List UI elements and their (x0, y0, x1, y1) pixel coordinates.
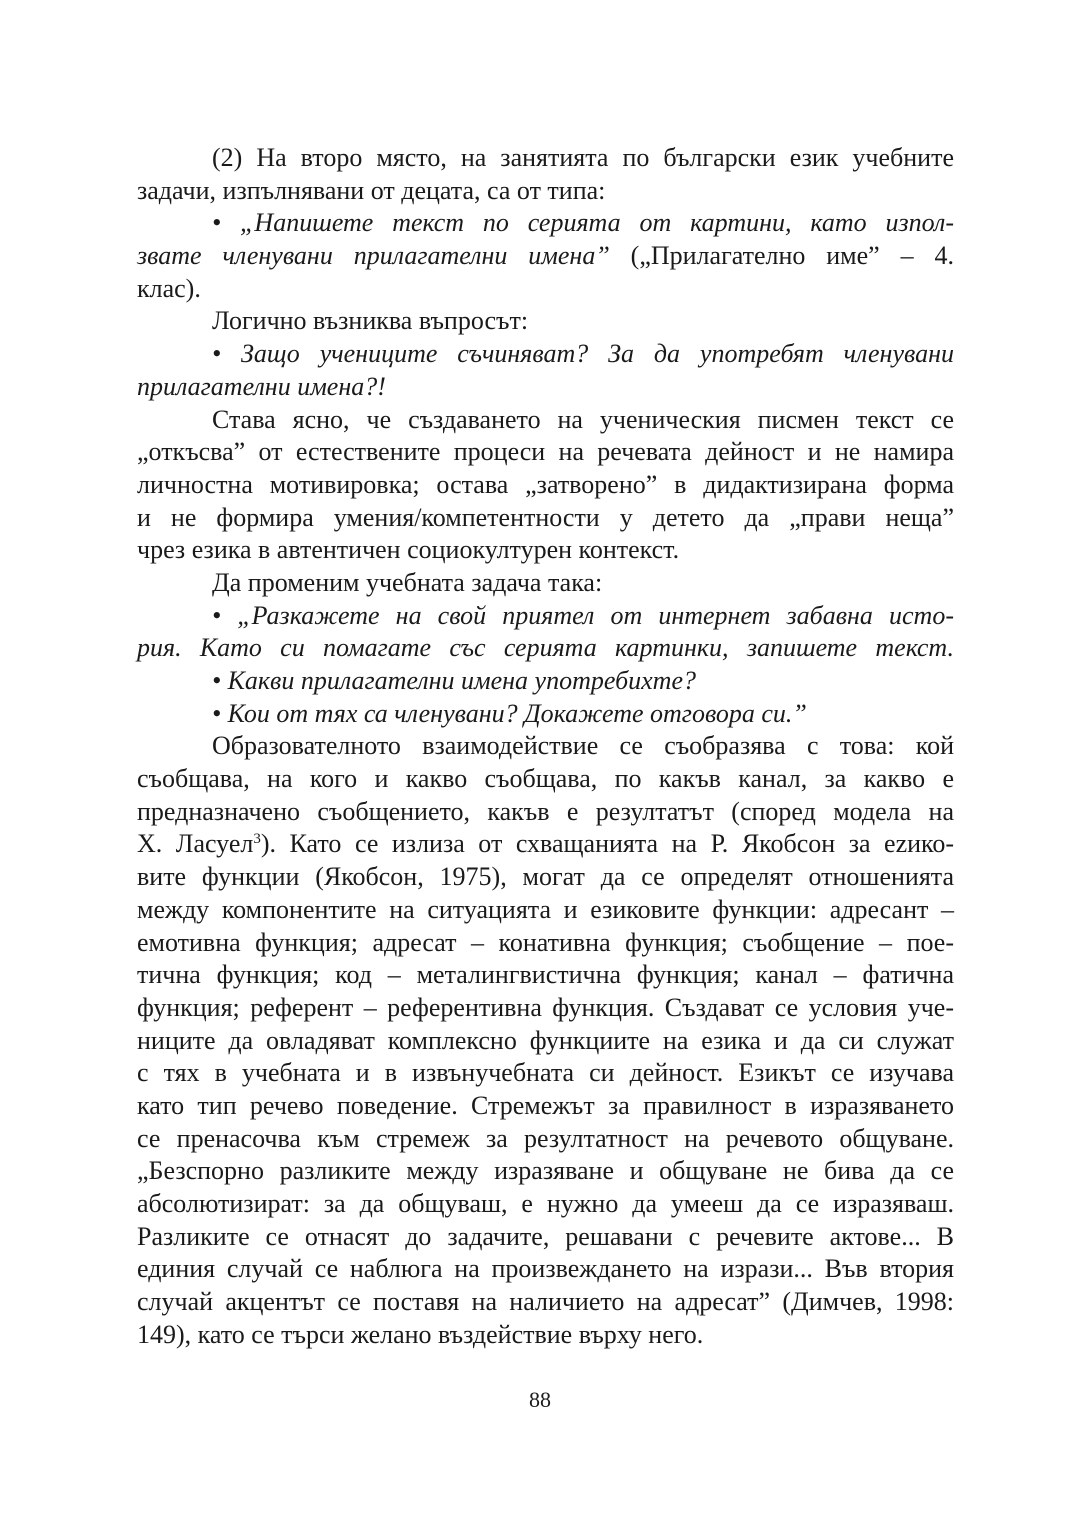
page-number: 88 (529, 1387, 551, 1412)
paragraph-line: ниците да овладяват комплексно функциите на езика и да си служат (137, 1025, 954, 1055)
paragraph-line: и не формира умения/компетентности у детето да „прави неща” (137, 502, 954, 532)
quoted-task-line: рия. Като си помагате със серията картинки, запишете текст. (137, 633, 954, 663)
paragraph-line: Образователното взаимодействие се съобразява с това: кой (212, 731, 954, 761)
quoted-task-rest: („Прилагателно име” – 4. (609, 241, 954, 271)
paragraph-line: Логично възниква въпросът: (212, 306, 529, 336)
quoted-task-italic: звате членувани прилагателни имена” (137, 241, 610, 271)
paragraph-line: предназначено съобщението, какъв е резултатът (според модела на (137, 796, 954, 826)
quoted-task-line: • Кои от тях са членувани? Докажете отговора си.” (212, 698, 807, 728)
paragraph-line: Разликите се отнасят до задачите, решавани с речевите актове... В (137, 1221, 954, 1251)
quoted-task-line (137, 240, 954, 273)
quoted-task-line: клас). (137, 273, 201, 303)
paragraph-line: 149), като се търси желано въздействие върху него. (137, 1319, 704, 1349)
author-name: Х. Ласуел (137, 829, 254, 859)
question-line: прилагателни имена?! (137, 371, 386, 401)
paragraph-line (137, 828, 954, 861)
paragraph-line: като тип речево поведение. Стремежът за правилност в изразяването (137, 1090, 954, 1120)
paragraph-line: „откъсва” от естествените процеси на речевата дейност и не намира (137, 437, 954, 467)
paragraph-line: между компонентите на ситуацията и езиковите функции: адресант – (137, 894, 954, 924)
page-body (137, 142, 954, 1351)
paragraph-line: се пренасочва към стремеж за резултатност на речевото общуване. (137, 1123, 954, 1153)
paragraph-line: (2) На второ място, на занятията по български език учебните (212, 143, 954, 172)
paragraph-line: вите функции (Якобсон, 1975), могат да се определят отношенията (137, 862, 954, 892)
paragraph-line: Да променим учебната задача така: (212, 567, 603, 597)
quoted-task-line: • Какви прилагателни имена употребихте? (212, 666, 696, 695)
paragraph-line: „Безспорно разликите между изразяване и общуване не бива да се (137, 1156, 954, 1186)
paragraph-line: тична функция; код – металингвистична функция; канал – фатична (137, 960, 954, 990)
paragraph-line: личностна мотивировка; остава „затворено” в дидактизирана форма (137, 469, 954, 499)
paragraph-line: Става ясно, че създаването на ученическия писмен текст се (212, 404, 954, 434)
paragraph-line: с тях в учебната и в извънучебната си дейност. Езикът се изучава (137, 1058, 954, 1088)
paragraph-line: чрез езика в автентичен социокултурен контекст. (137, 535, 680, 565)
paragraph-line: абсолютизират: за да общуваш, е нужно да умееш да се изразяваш. (137, 1189, 954, 1218)
paragraph-line: функция; референт – референтивна функция. Създават се условия уче- (137, 992, 954, 1022)
paragraph-text: ). Като се излиза от схващанията на Р. Якобсон за ezико- (260, 829, 955, 859)
paragraph-line: единия случай се наблюга на произвеждането на изрази... Във втория (137, 1254, 954, 1284)
paragraph-line: задачи, изпълнявани от децата, са от типа: (137, 175, 606, 205)
quoted-task-line: • „Напишете текст по серията от картини, като изпол- (212, 208, 954, 238)
paragraph-line: случай акцентът се поставя на наличието на адресат” (Димчев, 1998: (137, 1287, 954, 1317)
paragraph-line: емотивна функция; адресат – конативна функция; съобщение – пое- (137, 927, 954, 957)
question-line: • Защо учениците съчиняват? За да употребят членувани (212, 339, 954, 369)
paragraph-line: съобщава, на кого и какво съобщава, по какъв канал, за какво е (137, 764, 954, 794)
quoted-task-line: • „Разкажете на свой приятел от интернет забавна исто- (212, 600, 954, 630)
footnote-ref: 3 (253, 831, 261, 848)
